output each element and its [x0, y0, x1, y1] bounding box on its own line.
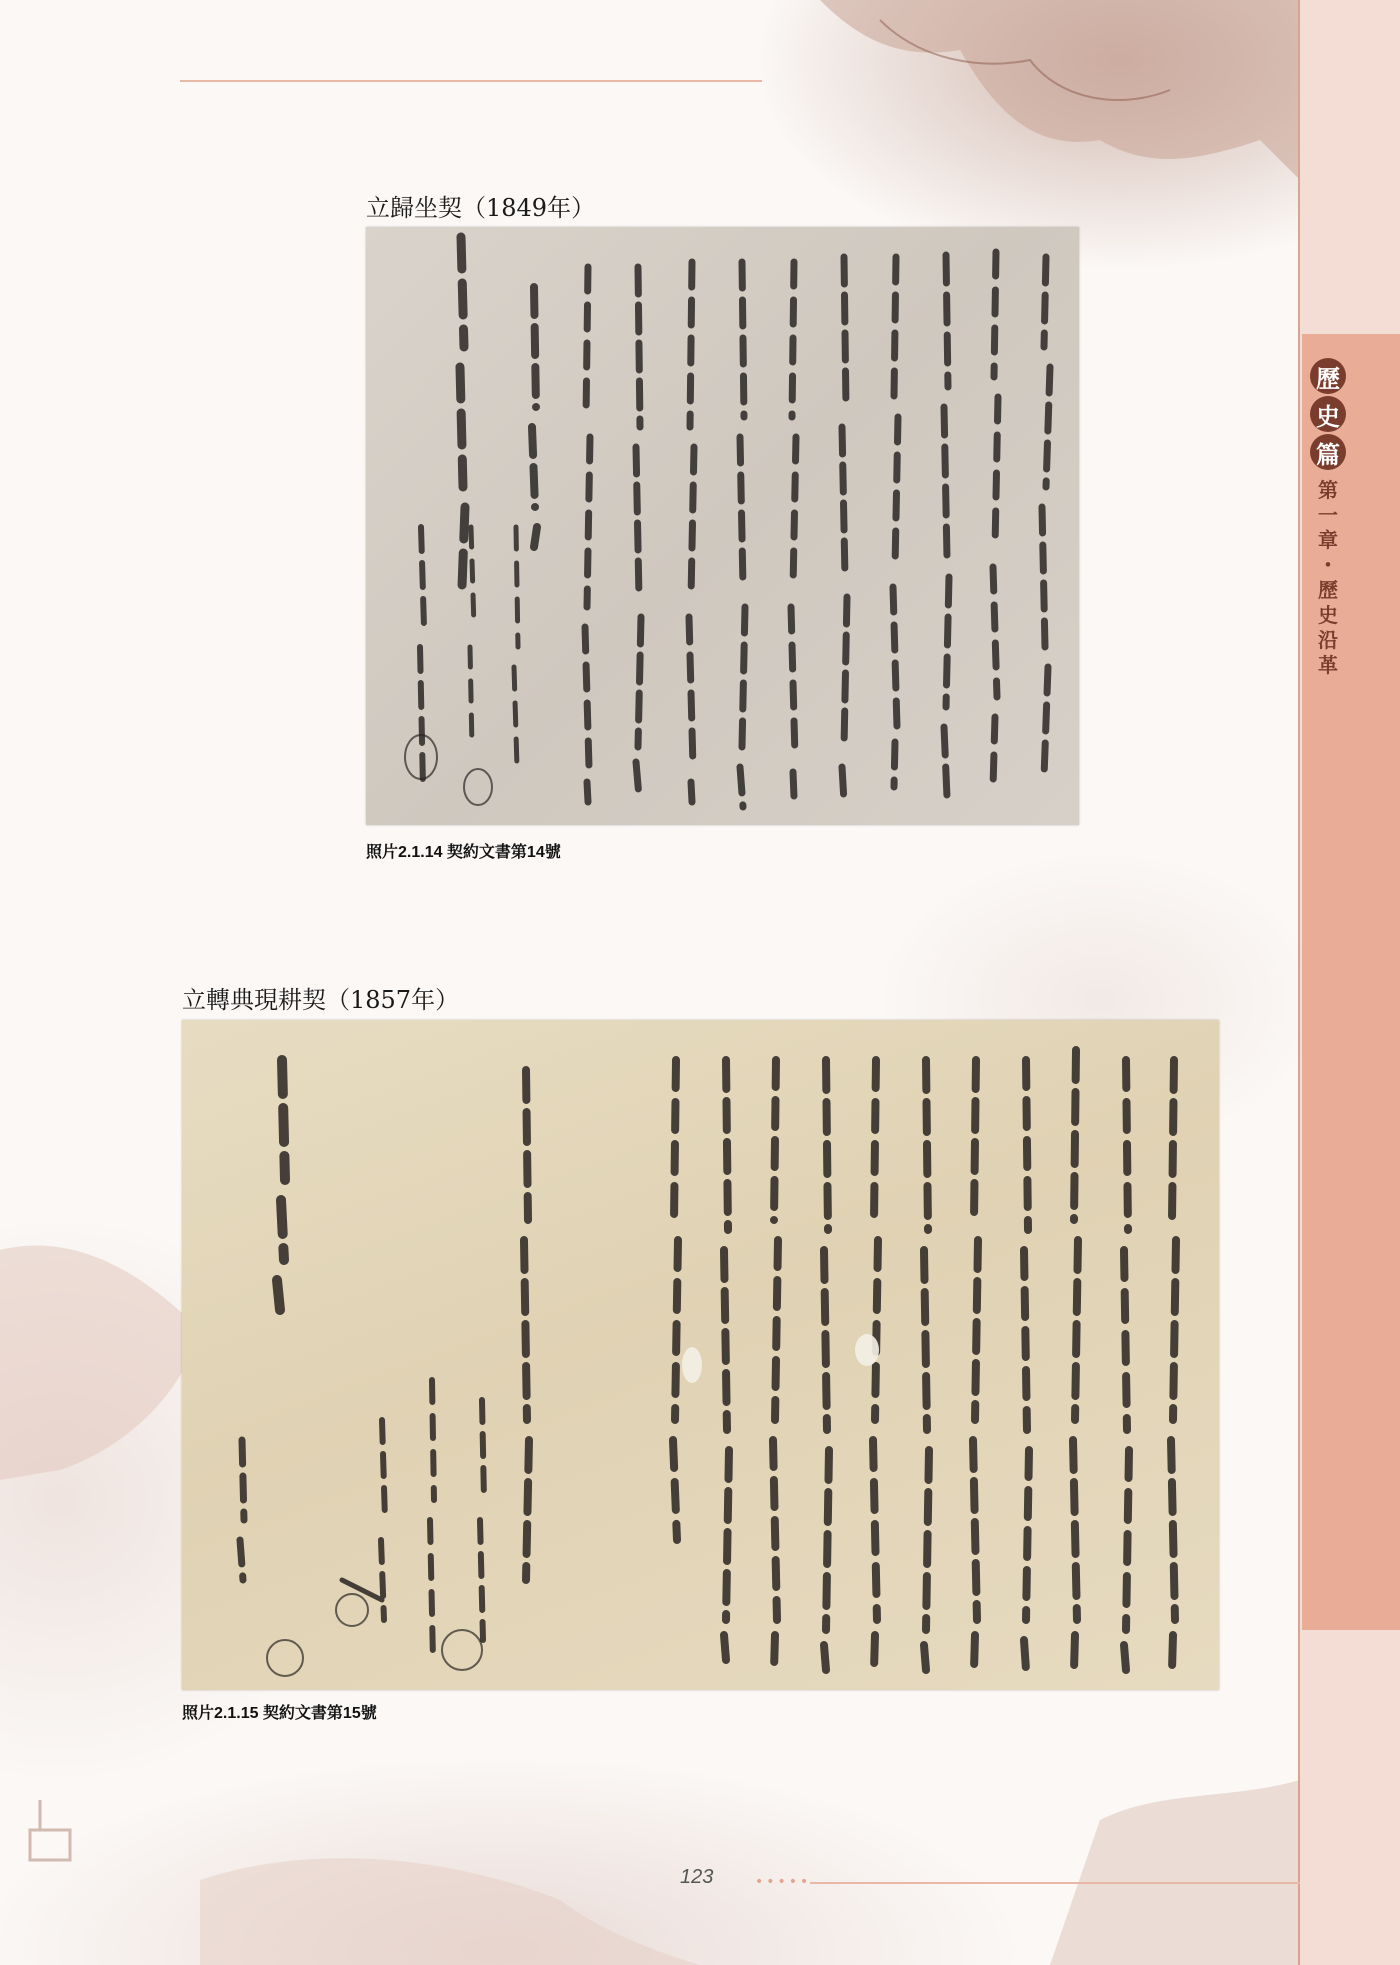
chapter-title	[1312, 478, 1344, 678]
section-char-2: 史	[1310, 396, 1346, 432]
contract-photo-1857	[182, 1020, 1219, 1690]
chapter-char: 革	[1318, 653, 1338, 677]
side-edge-line	[1298, 0, 1300, 1965]
chapter-char: 史	[1318, 603, 1338, 627]
chapter-char: 第	[1318, 478, 1338, 502]
handwritten-calligraphy-1	[366, 227, 1079, 825]
section-char-1: 歷	[1310, 358, 1346, 394]
page-number: 123	[680, 1866, 714, 1888]
photo1-heading: 立歸坐契（1849年）	[366, 194, 596, 222]
top-divider	[180, 80, 762, 82]
handwritten-calligraphy-2	[182, 1020, 1219, 1690]
section-char-3: 篇	[1310, 434, 1346, 470]
bottom-divider	[810, 1882, 1300, 1884]
chapter-char: ・	[1318, 553, 1338, 577]
photo2-caption: 照片2.1.15 契約文書第15號	[182, 1705, 377, 1722]
chapter-char: 沿	[1318, 628, 1338, 652]
chapter-char: 歷	[1318, 578, 1338, 602]
page-number-dots: •••••	[755, 1874, 812, 1890]
chapter-char: 一	[1318, 503, 1338, 527]
chapter-char: 章	[1318, 528, 1338, 552]
contract-photo-1849	[366, 227, 1079, 825]
photo2-heading: 立轉典現耕契（1857年）	[182, 986, 460, 1014]
photo1-caption: 照片2.1.14 契約文書第14號	[366, 844, 561, 861]
